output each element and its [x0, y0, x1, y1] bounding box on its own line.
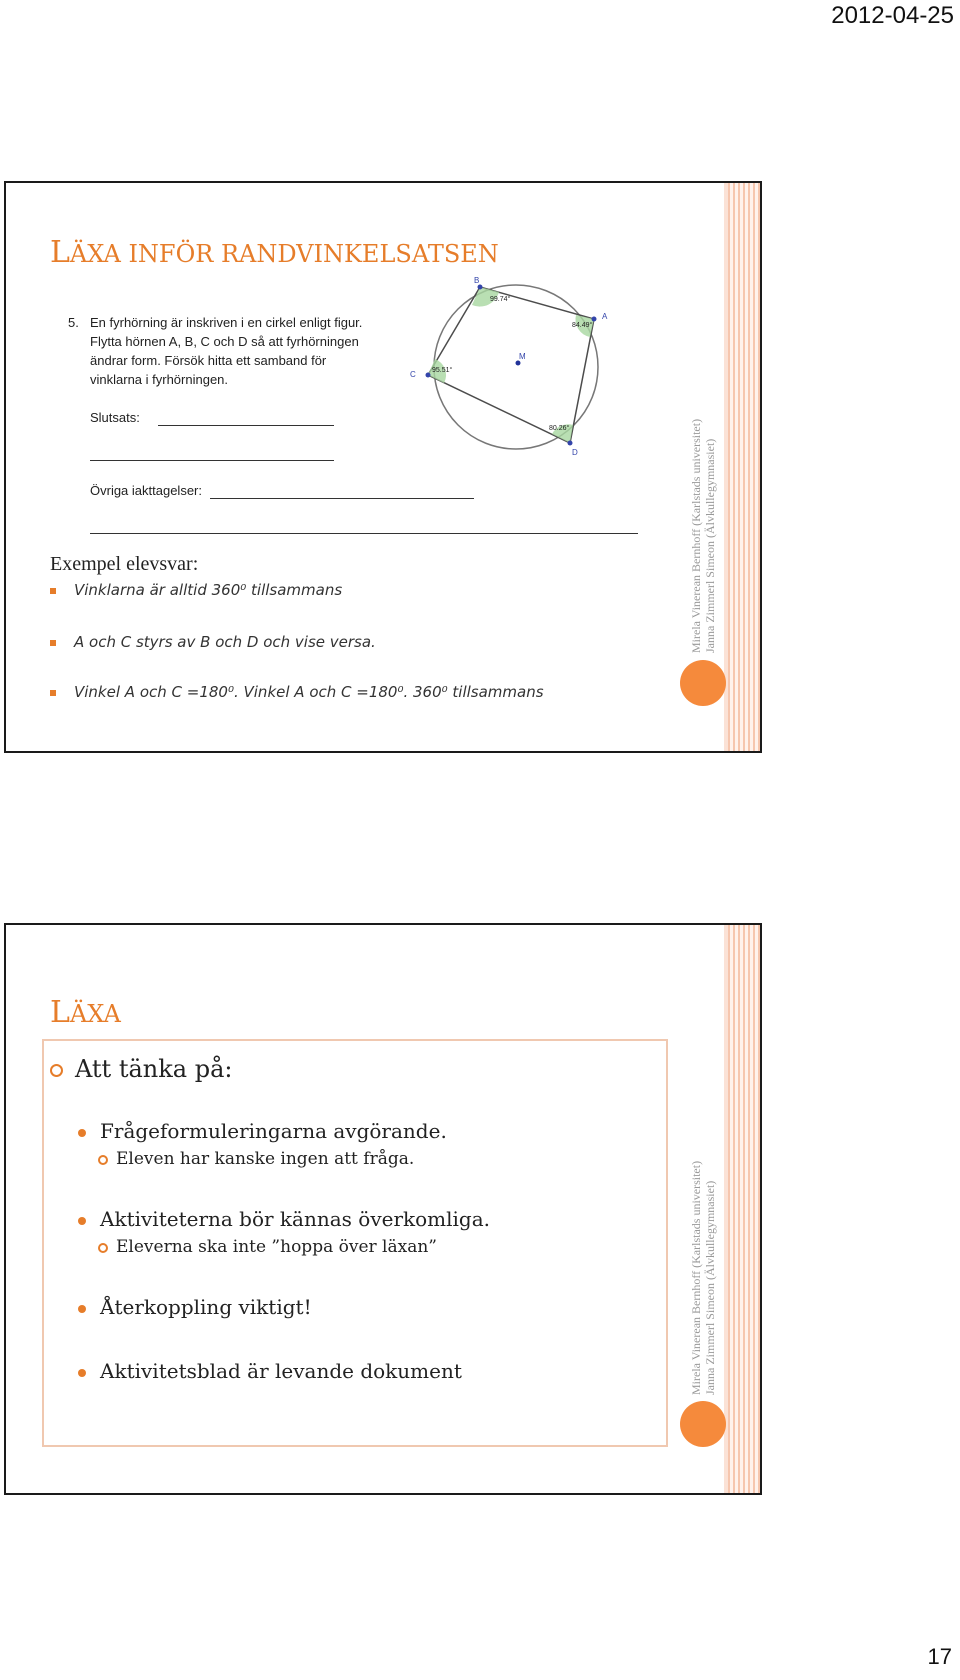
- task-line-1: En fyrhörning är inskriven i en cirkel enligt figur.: [90, 315, 363, 330]
- orange-circle: [680, 660, 726, 706]
- slide-1-title: [50, 235, 499, 270]
- list-item: Aktiviteterna bör kännas överkomliga.: [78, 1207, 490, 1231]
- sub-list-item: Eleverna ska inte ”hoppa över läxan”: [98, 1237, 437, 1257]
- slide-credits: [684, 413, 724, 653]
- bullet-ring-icon: [50, 1064, 63, 1077]
- slide-decoration-stripes: [728, 183, 760, 751]
- slide-2-title: [50, 995, 121, 1030]
- list-item: Återkoppling viktigt!: [78, 1295, 312, 1319]
- title-initial: L: [50, 995, 70, 1030]
- credit-line-2: Mirela Vinerean Bernhoff (Karlstads universitet): [689, 1160, 703, 1395]
- slide-credits: [684, 1155, 724, 1395]
- task-line-3: ändrar form. Försök hitta ett samband för: [90, 353, 327, 368]
- example-item: Vinkel A och C =180⁰. Vinkel A och C =180⁰. 360⁰ tillsammans: [50, 683, 544, 701]
- angle-a-label: 84.49°: [572, 322, 593, 329]
- other-observations-line-2: [90, 533, 638, 534]
- task-line-4: vinklarna i fyrhörningen.: [90, 372, 229, 387]
- bullet-dot-icon: [78, 1217, 86, 1225]
- bullet-square-icon: [50, 588, 56, 594]
- angle-c-label: 95.51°: [432, 367, 453, 374]
- credit-line-2: Mirela Vinerean Bernhoff (Karlstads universitet): [689, 418, 703, 653]
- title-initial: L: [50, 235, 70, 270]
- title-rest: ÄXA: [69, 1000, 121, 1028]
- point-b-label: B: [474, 276, 480, 285]
- bullet-ring-icon: [98, 1243, 108, 1253]
- angle-b-label: 99.74°: [490, 296, 511, 303]
- worksheet-task: [68, 313, 450, 389]
- task-number: 5.: [68, 315, 79, 330]
- list-item: Frågeformuleringarna avgörande.: [78, 1119, 447, 1143]
- task-line-2: Flytta hörnen A, B, C och D så att fyrhörningen: [90, 334, 359, 349]
- slide-1: [4, 181, 762, 753]
- page-date: 2012-04-25: [831, 2, 954, 29]
- point-d-label: D: [572, 448, 578, 455]
- point-a-label: A: [602, 312, 608, 321]
- page-number: 17: [927, 1644, 952, 1669]
- title-rest: ÄXA INFÖR RANDVINKELSATSEN: [69, 240, 499, 268]
- slide-decoration-stripes: [728, 925, 760, 1493]
- circle-quadrilateral-figure: [406, 275, 616, 455]
- bullet-ring-icon: [98, 1155, 108, 1165]
- point-c-label: C: [410, 370, 416, 379]
- other-observations-label: Övriga iakttagelser:: [90, 483, 202, 498]
- angle-d-label: 80.26°: [549, 425, 570, 432]
- example-item: Vinklarna är alltid 360⁰ tillsammans: [50, 581, 342, 599]
- orange-circle: [680, 1401, 726, 1447]
- point-m-label: M: [519, 352, 526, 361]
- other-observations-line: [210, 498, 474, 499]
- conclusion-line: [158, 425, 334, 426]
- credit-line-1: Janna Zimmerl Simeon (Älvkullegymnasiet): [703, 1180, 717, 1395]
- examples-heading: Exempel elevsvar:: [50, 553, 199, 575]
- conclusion-line-2: [90, 460, 334, 461]
- conclusion-label: Slutsats:: [90, 410, 140, 425]
- sub-list-item: Eleven har kanske ingen att fråga.: [98, 1149, 414, 1169]
- bullet-dot-icon: [78, 1305, 86, 1313]
- heading-item: Att tänka på:: [50, 1055, 232, 1083]
- example-item: A och C styrs av B och D och vise versa.: [50, 633, 376, 651]
- slide-2: [4, 923, 762, 1495]
- bullet-dot-icon: [78, 1129, 86, 1137]
- bullet-dot-icon: [78, 1369, 86, 1377]
- credit-line-1: Janna Zimmerl Simeon (Älvkullegymnasiet): [703, 438, 717, 653]
- bullet-square-icon: [50, 640, 56, 646]
- list-item: Aktivitetsblad är levande dokument: [78, 1359, 462, 1383]
- bullet-square-icon: [50, 690, 56, 696]
